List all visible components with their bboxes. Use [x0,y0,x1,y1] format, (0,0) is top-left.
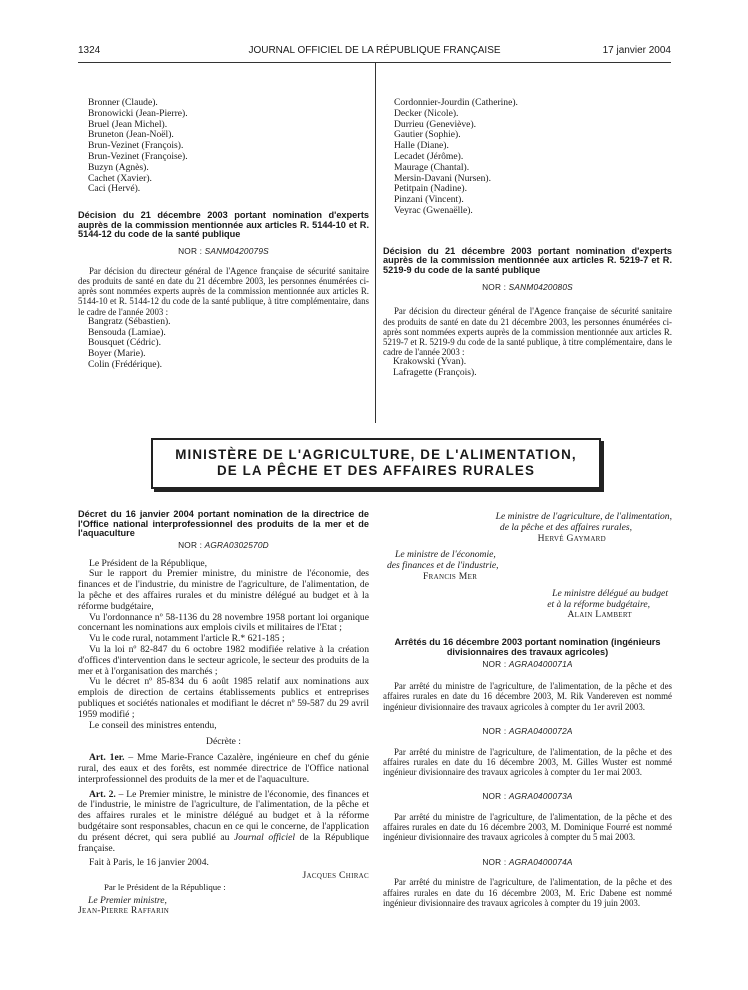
budget-name: Alain Lambert [567,609,632,621]
ministry-heading-box [151,438,601,489]
list-item: Bensouda (Lamiae). [88,326,166,338]
eco-name: Francis Mer [423,570,478,582]
budget-title-2: et à la réforme budgétaire, [547,598,650,610]
list-item: Bruel (Jean Michel). [88,118,168,130]
decret-paragraph: Vu l'ordonnance nº 58-1136 du 28 novembre 1958 portant loi organique concernant les nominations aux emplois civils et militaires de l'Etat ; [78,611,369,634]
article-2: Art. 2. – Le Premier ministre, le ministre de l'économie, des finances et de l'industrie, le ministre de l'agriculture, de l'alimentation, de la pêche et des affaires rurales et le ministre délégué au budget et à la réforme budgétaire sont responsables, chacun en ce qui le concerne, de l'application du présent décret, qui sera publié au Journal officiel de la République française. [78,788,370,854]
list-item: Gautier (Sophie). [394,129,461,141]
pm-title: Le Premier ministre, [88,894,167,906]
pm-name: Jean-Pierre Raffarin [78,905,170,917]
decision2-names [383,357,672,379]
arrete-text: Par arrêté du ministre de l'agriculture, de l'alimentation, de la pêche et des affaires rurales en date du 16 décembre 2003, M. Eric Dabene est nommé ingénieur divisionnaire des travaux agricoles à compter du 19 juin 2003. [383,877,672,908]
list-item: Halle (Diane). [394,140,449,152]
list-item: Lecadet (Jérôme). [394,150,464,162]
list-item: Lafragette (François). [393,367,477,379]
nor-code: AGRA0400072A [508,725,573,736]
page-number: 1324 [78,45,101,56]
arrete-nor: NOR : AGRA0400072A [482,725,573,736]
article-1: Art. 1er. – Mme Marie-France Cazalère, ingénieure en chef du génie rural, des eaux et des forêts, est nommée directrice de l'Office national interprofessionnel des produits de la mer et de l'aquaculture. [78,752,369,785]
decret-section [78,510,369,917]
nor-code: AGRA0400071A [508,659,573,670]
nor-code: AGRA0400074A [508,856,573,867]
arrete-nor: NOR : AGRA0400074A [482,856,573,867]
decision1-nor: NOR : SANM0420079S [178,245,269,256]
decret-paragraph: Vu le décret nº 85-834 du 6 août 1985 relatif aux nominations aux emplois de direction de certains établissements publics et entreprises publiques et sociétés nationales et modifiant le décret nº 59-587 du 29 avril 1959 modifié ; [78,676,369,720]
decret-title: Décret du 16 janvier 2004 portant nomination de la directrice de l'Office national interprofessionnel des produits de la mer et de l'aquaculture [78,509,369,539]
decision2-body: Par décision du directeur général de l'Agence française de sécurité sanitaire des produits de santé en date du 21 décembre 2003, les personnes énumérées ci-après sont nommées experts auprès de la commission mentionnée aux articles R. 5219-7 et R. 5219-9 du code de la santé publique, à titre complémentaire, dans le cadre de l'année 2003 : [383,306,672,358]
list-item: Bangratz (Sébastien). [88,315,171,327]
list-item: Krakowski (Yvan). [393,356,467,368]
signer-name: Jacques Chirac [302,870,369,882]
column-divider [375,63,376,423]
ministry-heading-line1: MINISTÈRE DE L'AGRICULTURE, DE L'ALIMENTATION, [175,447,577,462]
decision1-title: Décision du 21 décembre 2003 portant nomination d'experts auprès de la commission mentionnée aux articles R. 5144-10 et R. 5144-12 du code de la santé publique [78,210,369,240]
list-item: Decker (Nicole). [394,107,459,119]
arrete-nor: NOR : AGRA0400073A [482,791,573,802]
article-1-label: Art. 1er. [89,752,125,764]
list-item: Colin (Frédérique). [88,358,163,370]
list-item: Brun-Vezinet (Françoise). [88,150,188,162]
journal-title: JOURNAL OFFICIEL DE LA RÉPUBLIQUE FRANÇAISE [248,45,501,56]
list-item: Veyrac (Gwenaëlle). [394,204,473,216]
list-item: Bronner (Claude). [88,97,158,108]
ministry-heading-line2: DE LA PÊCHE ET DES AFFAIRES RURALES [217,463,535,478]
left-column-top [78,98,369,371]
name-list [383,98,672,217]
eco-title-1: Le ministre de l'économie, [395,549,496,561]
issue-date: 17 janvier 2004 [602,45,671,56]
arretes-title: Arrêtés du 16 décembre 2003 portant nomination (ingénieurs divisionnaires des travaux agricoles) [394,637,661,657]
arrete-nor: NOR : AGRA0400071A [482,659,573,670]
article-2-label: Art. 2. [89,788,116,800]
list-item: Mersin-Davani (Nursen). [394,172,491,184]
arrete-text: Par arrêté du ministre de l'agriculture, de l'alimentation, de la pêche et des affaires rurales en date du 16 décembre 2003, M. Rik Vandereven est nommé ingénieur divisionnaire des travaux agricoles à compter du 1er avril 2003. [383,681,672,712]
decrete-label: Décrète : [206,736,241,748]
agri-title-2: de la pêche et des affaires rurales, [499,521,632,533]
nor-code: SANM0420079S [204,245,269,256]
decision2-nor: NOR : SANM0420080S [482,281,573,292]
arrete-text: Par arrêté du ministre de l'agriculture, de l'alimentation, de la pêche et des affaires rurales en date du 16 décembre 2003, M. Dominique Fourré est nommé ingénieur divisionnaire des travaux agricoles à compter du 5 mai 2003. [383,811,672,843]
decret-paragraphs [78,559,369,732]
nor-code: SANM0420080S [508,281,573,292]
list-item: Buzyn (Agnès). [88,161,149,173]
nor-code: AGRA0302570D [204,539,269,550]
list-item: Pinzani (Vincent). [394,194,464,206]
list-item: Petitpain (Nadine). [394,183,467,195]
list-item: Cordonnier-Jourdin (Catherine). [394,97,518,108]
decision1-body: Par décision du directeur général de l'Agence française de sécurité sanitaire des produits de santé en date du 21 décembre 2003, les personnes énumérées ci-après sont nommées experts auprès de la commission mentionnée aux articles R. 5144-10 et R. 5144-12 du code de la santé publique, à titre complémentaire, dans le cadre de l'année 2003 : [78,265,369,317]
decision2-title: Décision du 21 décembre 2003 portant nomination d'experts auprès de la commission mentionnée aux articles R. 5219-7 et R. 5219-9 du code de la santé publique [383,245,672,275]
page-header [78,45,671,59]
budget-title-1: Le ministre délégué au budget [552,587,668,599]
list-item: Bronowicki (Jean-Pierre). [88,107,188,119]
list-item: Bousquet (Cédric). [88,337,162,349]
list-item: Maurage (Chantal). [394,161,470,173]
par-le-president: Par le Président de la République : [104,881,226,892]
done-at: Fait à Paris, le 16 janvier 2004. [89,857,209,869]
right-column-top [383,98,672,379]
list-item: Durrieu (Geneviève). [394,118,477,130]
signatures-section [383,512,672,908]
list-item: Bruneton (Jean-Noël). [88,129,174,141]
decret-paragraph: Sur le rapport du Premier ministre, du ministre de l'économie, des finances et de l'industrie, du ministre de l'agriculture, de l'alimentation, de la pêche et des affaires rurales et du ministre délégué au budget et à la réforme budgétaire, [78,568,369,612]
decret-paragraph: Vu la loi nº 82-847 du 6 octobre 1982 modifiée relative à la création d'offices d'intervention dans le secteur agricole, le secteur des produits de la mer et à l'organisation des marchés ; [78,643,369,677]
list-item: Boyer (Marie). [88,348,146,360]
list-item: Caci (Hervé). [88,183,141,195]
decret-paragraph: Vu le code rural, notamment l'article R.* 621-185 ; [89,633,285,645]
agri-name: Hervé Gaymard [537,532,606,544]
arrete-text: Par arrêté du ministre de l'agriculture, de l'alimentation, de la pêche et des affaires rurales en date du 16 décembre 2003, M. Gilles Wuster est nommé ingénieur divisionnaire des travaux agricoles à compter du 1er mai 2003. [383,746,672,777]
list-item: Brun-Vezinet (François). [88,140,184,152]
decret-nor: NOR : AGRA0302570D [178,539,269,550]
nor-code: AGRA0400073A [508,791,573,802]
decret-paragraph: Le conseil des ministres entendu, [89,719,217,731]
name-list [78,98,369,195]
eco-title-2: des finances et de l'industrie, [387,560,499,572]
decret-paragraph: Le Président de la République, [89,557,208,569]
decision1-names [78,317,369,371]
list-item: Cachet (Xavier). [88,172,152,184]
agri-title-1: Le ministre de l'agriculture, de l'alimentation, [495,511,672,522]
